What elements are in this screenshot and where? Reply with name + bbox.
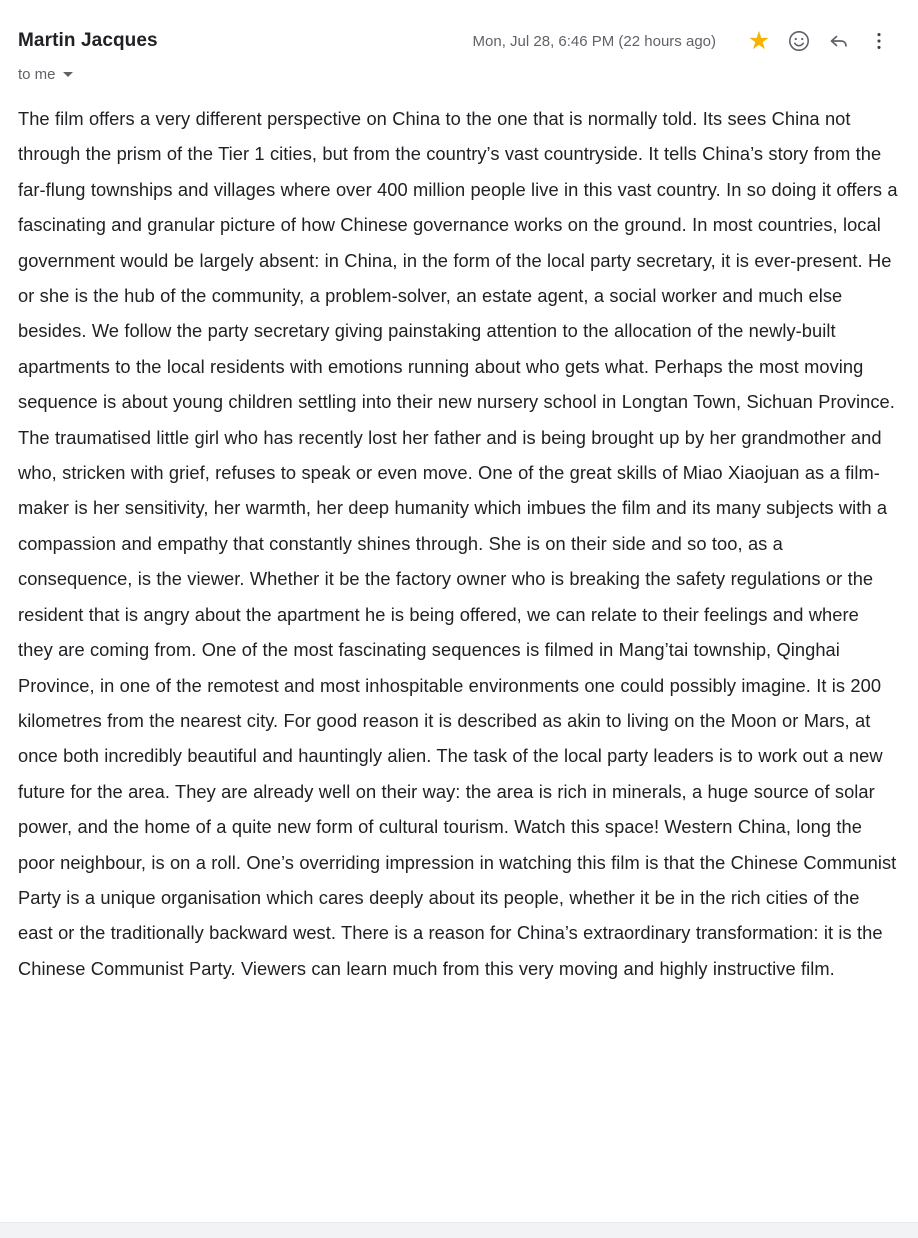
reply-button[interactable]: [822, 24, 856, 58]
email-body-text: The film offers a very different perspective on China to the one that is normally told. Its sees China not through the prism of the Tier 1 cities, but from the country’s vast countryside. It tells China’s story from the far-flung townships and villages where over 400 million people live in this vast country. In so doing it offers a fascinating and granular picture of how Chinese governance works on the ground. In most countries, local government would be largely absent: in China, in the form of the local party secretary, it is ever-present. He or she is the hub of the community, a problem-solver, an estate agent, a social worker and much else besides. We follow the party secretary giving painstaking attention to the allocation of the newly-built apartments to the local residents with emotions running about who gets what. Perhaps the most moving sequence is about young children settling into their new nursery school in Longtan Town, Sichuan Province. The traumatised little girl who has recently lost her father and is being brought up by her grandmother and who, stricken with grief, refuses to speak or even move. One of the great skills of Miao Xiaojuan as a film-maker is her sensitivity, her warmth, her deep humanity which imbues the film and its many subjects with a compassion and empathy that constantly shines through. She is on their side and so too, as a consequence, is the viewer. Whether it be the factory owner who is breaking the safety regulations or the resident that is angry about the apartment he is being offered, we can relate to their feelings and where they are coming from. One of the most fascinating sequences is filmed in Mang’tai township, Qinghai Province, in one of the remotest and most inhospitable environments one could possibly imagine. It is 200 kilometres from the nearest city. For good reason it is described as akin to living on the Moon or Mars, at once both incredibly beautiful and hauntingly alien. The task of the local party leaders is to work out a new future for the area. They are already well on their way: the area is rich in minerals, a huge source of solar power, and the home of a quite new form of cultural tourism. Watch this space! Western China, long the poor neighbour, is on a roll. One’s overriding impression in watching this film is that the Chinese Communist Party is a unique organisation which cares deeply about its people, whether it be in the rich cities of the east or the traditionally backward west. There is a reason for China’s extraordinary transformation: it is the Chinese Communist Party. Viewers can learn much from this very moving and highly instructive film.: [18, 108, 898, 979]
email-header-top-row: [18, 24, 896, 58]
email-timestamp: Mon, Jul 28, 6:46 PM (22 hours ago): [472, 32, 716, 50]
bottom-strip: [0, 1222, 918, 1238]
email-body-container: [0, 83, 918, 1238]
star-button[interactable]: [742, 24, 776, 58]
recipient-label: to me: [18, 66, 56, 83]
add-reaction-button[interactable]: [782, 24, 816, 58]
more-options-button[interactable]: [862, 24, 896, 58]
star-icon: ★: [747, 26, 771, 55]
sender-name: Martin Jacques: [18, 30, 158, 51]
more-vertical-icon: [867, 29, 891, 53]
email-header: [0, 0, 918, 83]
reply-arrow-icon: [827, 29, 851, 53]
chevron-down-icon[interactable]: [63, 72, 73, 77]
emoji-smiley-icon: [787, 29, 811, 53]
recipient-row[interactable]: [18, 66, 896, 83]
